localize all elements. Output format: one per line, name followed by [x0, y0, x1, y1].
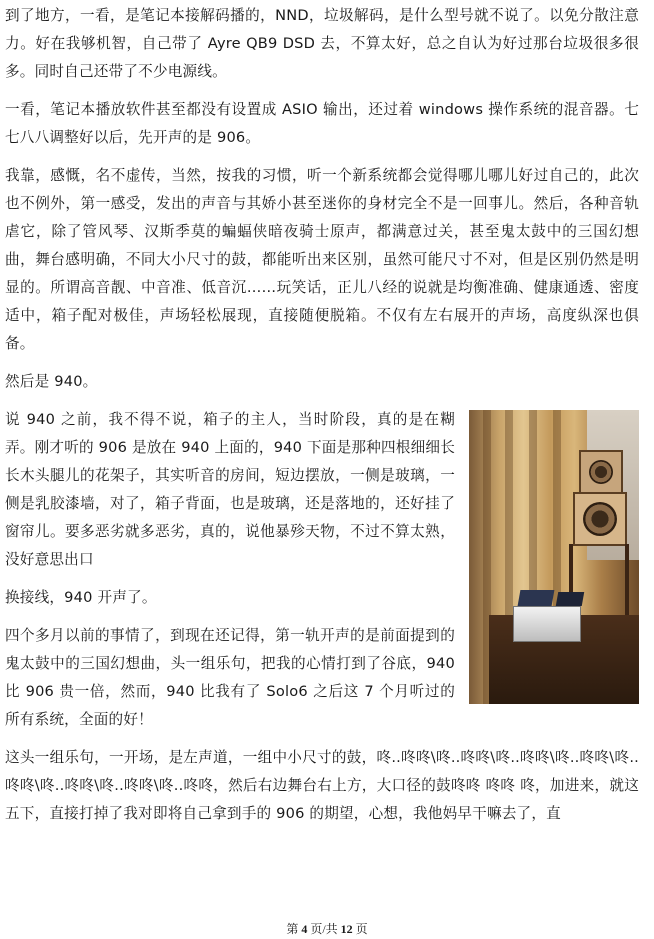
- footer-page-number: 4: [301, 922, 308, 936]
- paragraph-1: 到了地方，一看，是笔记本接解码播的，NND，垃圾解码，是什么型号就不说了。以免分散注意力。好在我够机智，自己带了 Ayre QB9 DSD 去，不算太好，总之自认为好过那台垃圾很多很多。同时自己还带了不少电源线。: [5, 7, 639, 80]
- speaker-940: [573, 492, 627, 546]
- paragraph-7: 四个多月以前的事情了，到现在还记得，第一轨开声的是前面提到的鬼太鼓中的三国幻想曲，头一组乐句，把我的心情打到了谷底，940 比 906 贵一倍，然而，940 比我有了 Solo6 之后这 7 个月听过的所有系统，全面的好！: [5, 627, 455, 728]
- footer-total-pages: 12: [340, 922, 353, 936]
- footer-prefix: 第: [286, 922, 299, 936]
- speaker-setup-photo: [469, 410, 639, 704]
- footer-suffix: 页: [355, 922, 368, 936]
- paragraph-3: 我靠，感慨，名不虚传，当然，按我的习惯，听一个新系统都会觉得哪儿哪儿好过自己的，此次也不例外，第一感受，发出的声音与其娇小甚至迷你的身材完全不是一回事儿。然后，各种音轨虐它，除了管风琴、汉斯季莫的蝙蝠侠暗夜骑士原声，都满意过关，甚至鬼太鼓中的三国幻想曲，舞台感明确，不同大小尺寸的鼓，都能听出来区别，虽然可能尺寸不对，但是区别仍然是明显的。所谓高音靓、中音准、低音沉……玩笑话，正儿八经的说就是均衡准确、健康通透、密度适中，箱子配对极佳，声场轻松展现，直接随便脱箱。不仅有左右展开的声场，高度纵深也俱备。: [5, 167, 639, 352]
- paragraph-5: 说 940 之前，我不得不说，箱子的主人，当时阶段，真的是在糊弄。刚才听的 906 是放在 940 上面的，940 下面是那种四根细细长长木头腿儿的花架子，其实听音的房间，短边摆放，一侧是玻璃，一侧是乳胶漆墙，对了，箱子背面，也是玻璃，还是落地的，还好挂了窗帘儿。要多恶劣就多恶劣，真的，说他暴殄天物，不过不算太熟，没好意思出口: [5, 411, 455, 568]
- document-body: [5, 2, 639, 838]
- dac-device: [513, 606, 581, 642]
- page-footer: [0, 920, 654, 937]
- paragraph-6: 换接线，940 开声了。: [5, 589, 157, 606]
- small-speaker-906: [579, 450, 623, 494]
- text-with-photo: [5, 406, 639, 734]
- paragraph-2: 一看，笔记本播放软件甚至都没有设置成 ASIO 输出，还过着 windows 操作系统的混音器。七七八八调整好以后，先开声的是 906。: [5, 101, 639, 146]
- paragraph-4: 然后是 940。: [5, 373, 98, 390]
- paragraph-8: 这头一组乐句，一开场，是左声道，一组中小尺寸的鼓，咚..咚咚\咚..咚咚\咚..咚咚\咚..咚咚\咚..咚咚\咚..咚咚\咚..咚咚\咚..咚咚，然后右边舞台右上方，大口径的鼓咚咚 咚咚 咚，加进来，就这五下，直接打掉了我对即将自己拿到手的 906 的期望，心想，我他妈早干嘛去了，直: [5, 749, 639, 822]
- footer-middle: 页/共: [310, 922, 338, 936]
